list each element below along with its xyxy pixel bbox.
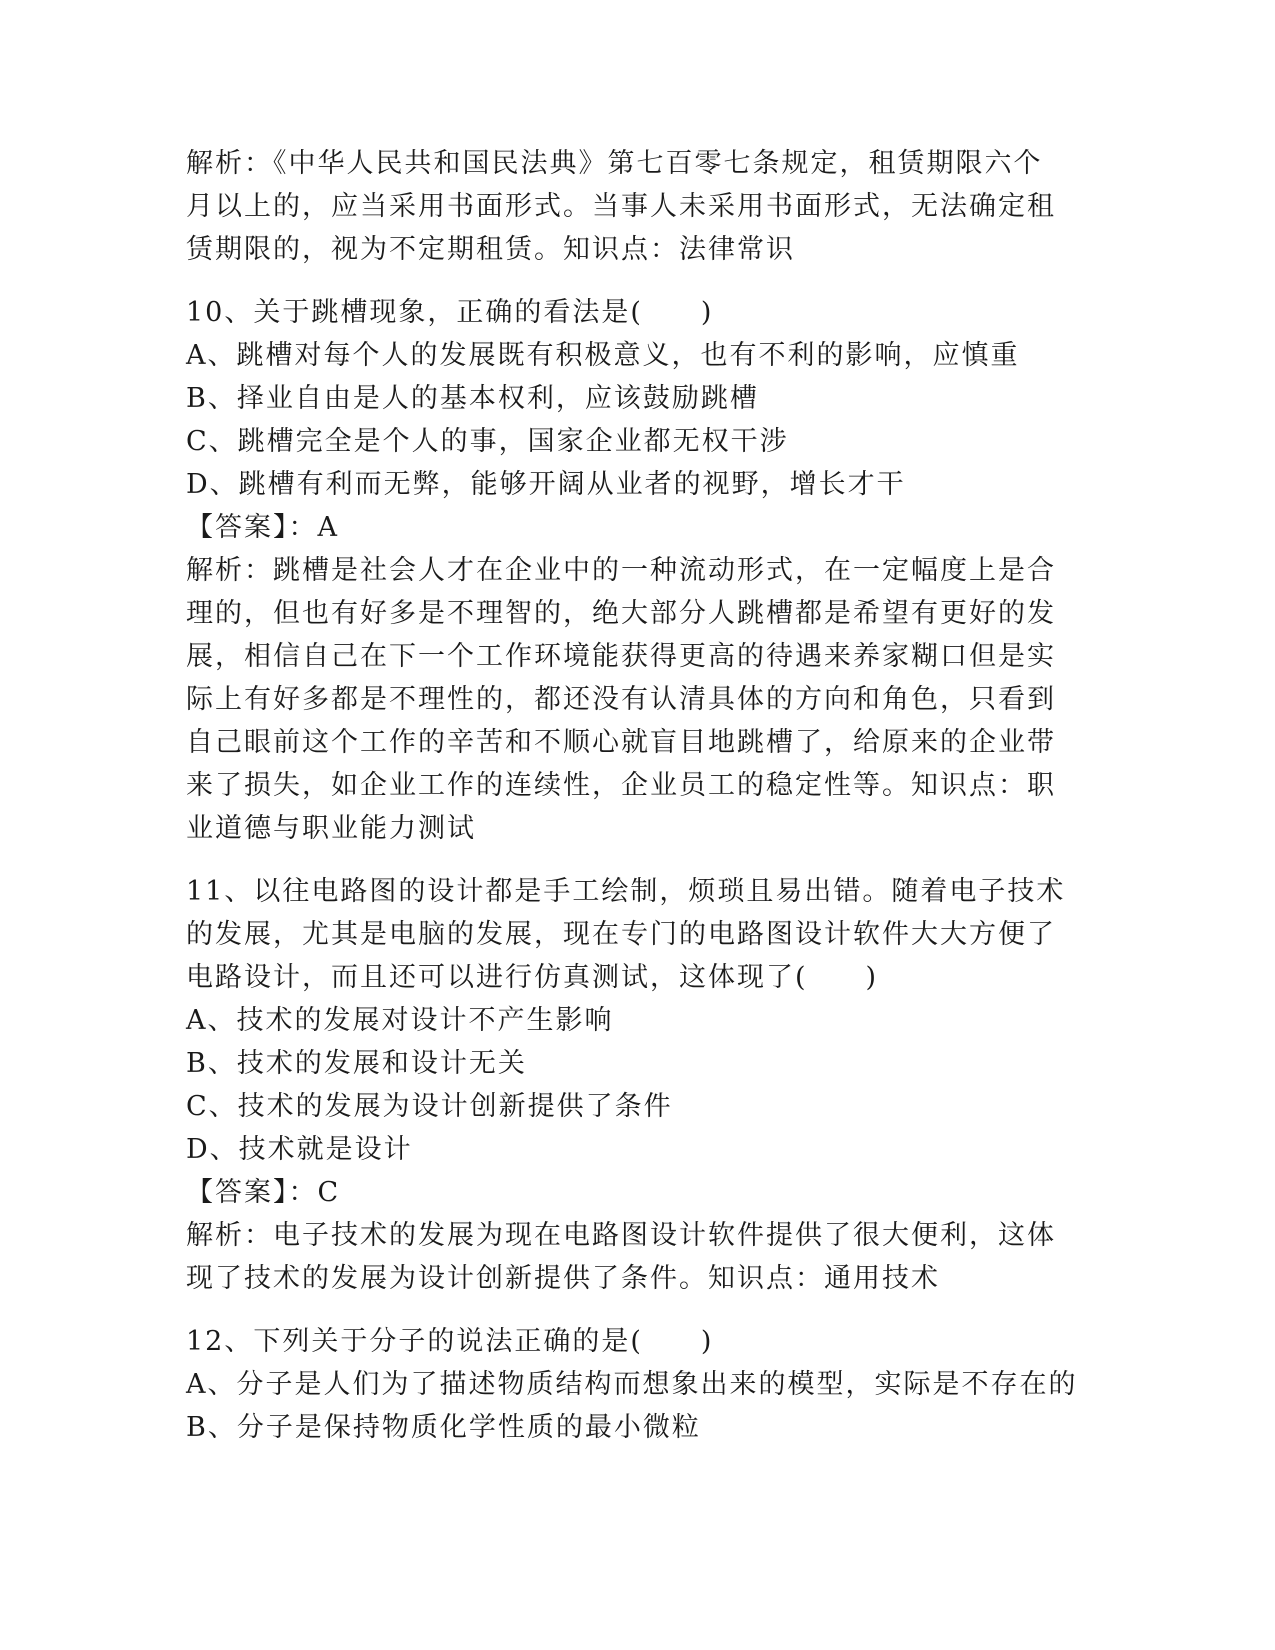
- explanation-line: 来了损失，如企业工作的连续性，企业员工的稳定性等。知识点：职: [186, 770, 1056, 801]
- document-page: [186, 142, 1078, 1449]
- question-stem: 10、关于跳槽现象，正确的看法是( ): [186, 297, 714, 328]
- question-block-12: [186, 1320, 1078, 1449]
- option-b: B、分子是保持物质化学性质的最小微粒: [186, 1412, 701, 1443]
- explanation-block-9: [186, 142, 1056, 271]
- text-line: 赁期限的，视为不定期租赁。知识点：法律常识: [186, 234, 795, 265]
- option-a: A、跳槽对每个人的发展既有积极意义，也有不利的影响，应慎重: [186, 340, 1020, 371]
- option-b: B、择业自由是人的基本权利，应该鼓励跳槽: [186, 383, 759, 414]
- option-d: D、技术就是设计: [186, 1134, 413, 1165]
- option-b: B、技术的发展和设计无关: [186, 1048, 527, 1079]
- question-stem: 的发展，尤其是电脑的发展，现在专门的电路图设计软件大大方便了: [186, 919, 1056, 950]
- option-a: A、技术的发展对设计不产生影响: [186, 1005, 614, 1036]
- question-block-10: [186, 291, 1056, 850]
- explanation-line: 解析：电子技术的发展为现在电路图设计软件提供了很大便利，这体: [186, 1220, 1056, 1251]
- explanation-line: 际上有好多都是不理性的，都还没有认清具体的方向和角色，只看到: [186, 684, 1056, 715]
- block-spacer: [186, 1300, 1056, 1320]
- explanation-line: 现了技术的发展为设计创新提供了条件。知识点：通用技术: [186, 1263, 940, 1294]
- block-spacer: [186, 850, 1056, 870]
- question-block-11: [186, 870, 1066, 1300]
- explanation-line: 自己眼前这个工作的辛苦和不顺心就盲目地跳槽了，给原来的企业带: [186, 727, 1056, 758]
- answer-line: 【答案】：A: [186, 512, 339, 543]
- question-stem: 11、以往电路图的设计都是手工绘制，烦琐且易出错。随着电子技术: [186, 876, 1066, 907]
- question-stem: 12、下列关于分子的说法正确的是( ): [186, 1326, 714, 1357]
- option-a: A、分子是人们为了描述物质结构而想象出来的模型，实际是不存在的: [186, 1369, 1078, 1400]
- option-c: C、跳槽完全是个人的事，国家企业都无权干涉: [186, 426, 789, 457]
- text-line: 解析：《中华人民共和国民法典》第七百零七条规定，租赁期限六个: [186, 148, 1043, 179]
- text-line: 月以上的，应当采用书面形式。当事人未采用书面形式，无法确定租: [186, 191, 1056, 222]
- explanation-line: 业道德与职业能力测试: [186, 813, 476, 844]
- option-d: D、跳槽有利而无弊，能够开阔从业者的视野，增长才干: [186, 469, 906, 500]
- answer-line: 【答案】：C: [186, 1177, 341, 1208]
- option-c: C、技术的发展为设计创新提供了条件: [186, 1091, 673, 1122]
- block-spacer: [186, 271, 1056, 291]
- explanation-line: 解析：跳槽是社会人才在企业中的一种流动形式，在一定幅度上是合: [186, 555, 1056, 586]
- explanation-line: 展，相信自己在下一个工作环境能获得更高的待遇来养家糊口但是实: [186, 641, 1056, 672]
- explanation-line: 理的，但也有好多是不理智的，绝大部分人跳槽都是希望有更好的发: [186, 598, 1056, 629]
- question-stem: 电路设计，而且还可以进行仿真测试，这体现了( ): [186, 962, 879, 993]
